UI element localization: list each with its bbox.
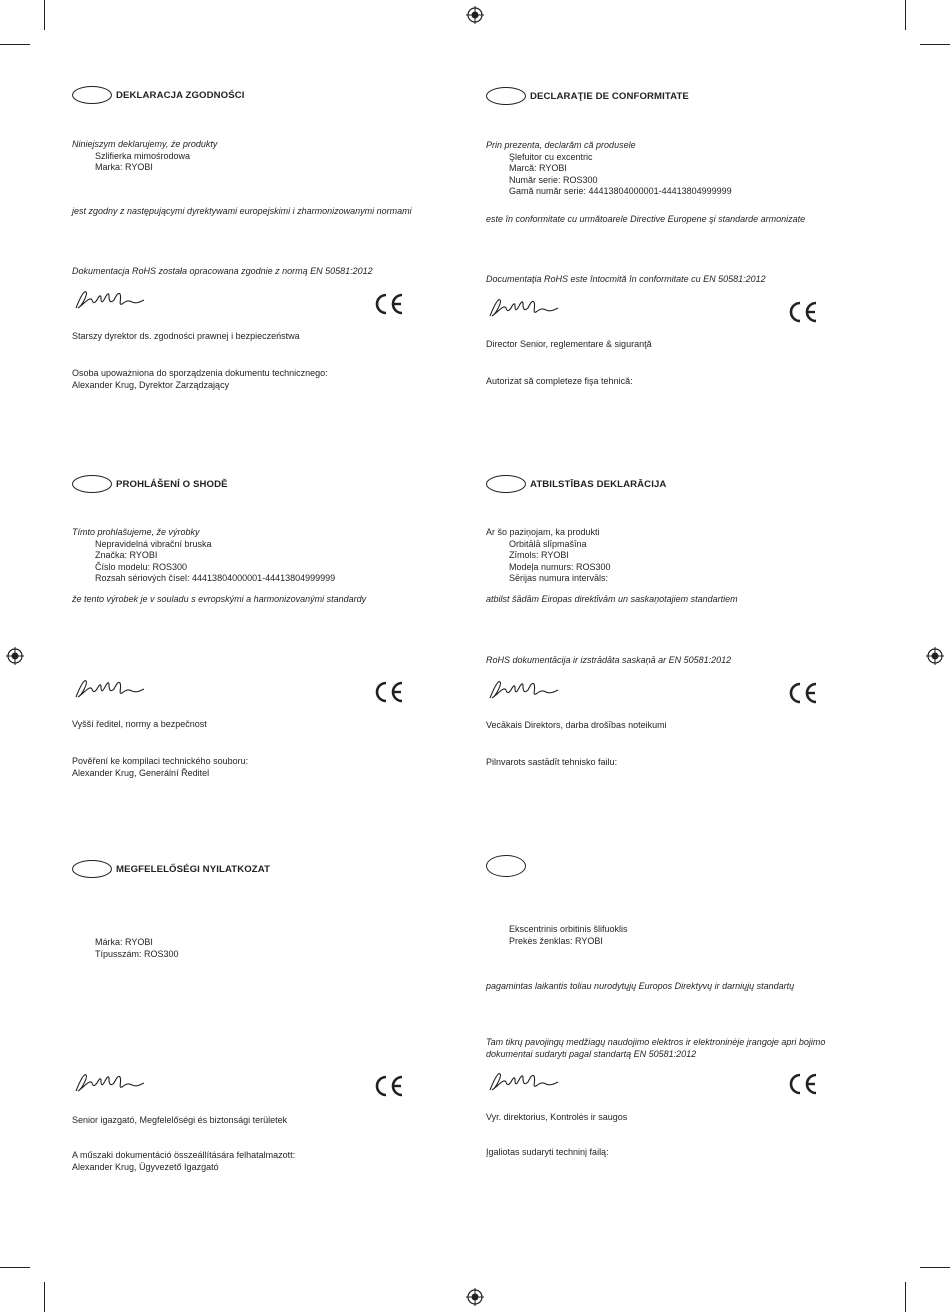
signature-icon xyxy=(486,292,562,322)
language-oval xyxy=(486,87,526,105)
authorized-person xyxy=(486,376,633,388)
declaration-section-pl xyxy=(72,86,492,466)
product-intro: Ar šo paziņojam, ka produkti xyxy=(486,527,600,537)
section-title: ATBILSTĪBAS DEKLARĀCIJA xyxy=(530,479,667,490)
signature-icon xyxy=(72,1067,148,1097)
ce-mark-icon xyxy=(786,300,820,324)
product-brand: Prekės ženklas: RYOBI xyxy=(509,935,603,946)
authorized-person xyxy=(72,1150,295,1173)
signatory-position: Vyr. direktorius, Kontrolės ir saugos xyxy=(486,1112,628,1122)
registration-mark-icon xyxy=(466,1288,484,1306)
rohs-statement: Documentaţia RoHS este întocmită în conformitate cu EN 50581:2012 xyxy=(486,274,766,284)
ce-mark-icon xyxy=(786,1072,820,1096)
product-brand: Značka: RYOBI xyxy=(95,550,158,561)
directive-statement: jest zgodny z następującymi dyrektywami europejskimi i zharmonizowanymi normami xyxy=(72,206,412,216)
product-intro: Prin prezenta, declarăm că produsele xyxy=(486,140,636,150)
product-block xyxy=(72,527,335,585)
rohs-line-1: Tam tikrų pavojingų medžiagų naudojimo elektros ir elektroninėje įrangoje apri bojimo xyxy=(486,1037,826,1047)
language-oval xyxy=(72,860,112,878)
rohs-statement xyxy=(486,1037,825,1060)
product-serial-range: Sērijas numura intervāls: xyxy=(509,573,609,584)
product-block xyxy=(486,527,611,585)
language-oval xyxy=(72,86,112,104)
declaration-section-lv xyxy=(486,475,906,855)
product-brand: Marka: RYOBI xyxy=(95,162,153,173)
product-brand: Márka: RYOBI xyxy=(95,937,153,947)
registration-mark-icon xyxy=(466,6,484,24)
authorized-name: Alexander Krug, Generální Ředitel xyxy=(72,767,210,778)
authorized-label: Pilnvarots sastādīt tehnisko failu: xyxy=(486,757,618,767)
directive-statement: že tento výrobek je v souladu s evropskými a harmonizovanými standardy xyxy=(72,594,367,604)
crop-mark xyxy=(920,44,950,45)
authorized-person xyxy=(486,1147,609,1159)
rohs-line-2: dokumentai sudaryti pagal standartą EN 50581:2012 xyxy=(486,1048,697,1059)
authorized-name: Alexander Krug, Ügyvezető Igazgató xyxy=(72,1161,219,1172)
product-name: Nepravidelná vibrační bruska xyxy=(95,538,212,549)
signatory-position: Starszy dyrektor ds. zgodności prawnej i bezpieczeństwa xyxy=(72,331,300,341)
crop-mark xyxy=(920,1267,950,1268)
authorized-label: Įgaliotas sudaryti techninį failą: xyxy=(486,1147,609,1157)
crop-mark xyxy=(0,44,30,45)
rohs-statement: RoHS dokumentācija ir izstrādāta saskaņā ar EN 50581:2012 xyxy=(486,655,732,665)
declaration-section-ro xyxy=(486,87,906,467)
rohs-statement: Dokumentacja RoHS została opracowana zgodnie z normą EN 50581:2012 xyxy=(72,266,373,276)
product-name: Szlifierka mimośrodowa xyxy=(95,150,191,161)
declaration-section-hu xyxy=(72,860,492,1240)
ce-mark-icon xyxy=(372,292,406,316)
authorized-person xyxy=(486,757,617,769)
product-serial-range: Gamă număr serie: 44413804000001-44413804999999 xyxy=(509,186,732,197)
crop-mark xyxy=(905,0,906,30)
product-name: Ekscentrinis orbitinis šlifuoklis xyxy=(509,924,628,934)
authorized-person xyxy=(72,368,328,391)
crop-mark xyxy=(0,1267,30,1268)
crop-mark xyxy=(44,1282,45,1312)
authorized-label: Pověření ke kompilaci technického souboru: xyxy=(72,756,249,766)
registration-mark-icon xyxy=(6,647,24,665)
product-block xyxy=(486,924,628,947)
signature-icon xyxy=(72,673,148,703)
product-name: Şlefuitor cu excentric xyxy=(509,151,593,162)
product-intro: Tímto prohlašujeme, že výrobky xyxy=(72,527,200,537)
product-block xyxy=(72,937,179,960)
authorized-label: Autorizat să completeze fişa tehnică: xyxy=(486,376,633,386)
signature-icon xyxy=(486,1066,562,1096)
product-block xyxy=(72,139,217,174)
product-model: Modeļa numurs: ROS300 xyxy=(509,561,611,572)
signatory-position: Director Senior, reglementare & siguranţă xyxy=(486,339,652,349)
product-brand: Zīmols: RYOBI xyxy=(509,550,569,561)
ce-mark-icon xyxy=(372,1074,406,1098)
authorized-name: Alexander Krug, Dyrektor Zarządzający xyxy=(72,379,230,390)
crop-mark xyxy=(44,0,45,30)
directive-statement: pagamintas laikantis toliau nurodytųjų Europos Direktyvų ir darniųjų standartų xyxy=(486,981,795,991)
ce-mark-icon xyxy=(372,680,406,704)
product-serial-range: Rozsah sériových čísel: 44413804000001-44413804999999 xyxy=(95,573,336,584)
signatory-position: Vecākais Direktors, darba drošības noteikumi xyxy=(486,720,667,730)
language-oval xyxy=(486,855,526,877)
product-intro: Niniejszym deklarujemy, że produkty xyxy=(72,139,218,149)
section-title: PROHLÁŠENÍ O SHODĚ xyxy=(116,479,228,490)
product-brand: Marcă: RYOBI xyxy=(509,163,567,174)
product-block xyxy=(486,140,732,198)
language-oval xyxy=(72,475,112,493)
authorized-label: A műszaki dokumentáció összeállítására felhatalmazott: xyxy=(72,1150,296,1160)
authorized-label: Osoba upoważniona do sporządzenia dokumentu technicznego: xyxy=(72,368,328,378)
ce-mark-icon xyxy=(786,681,820,705)
signatory-position: Senior igazgató, Megfelelőségi és biztonsági területek xyxy=(72,1115,288,1125)
declaration-section-lt xyxy=(486,855,906,1235)
section-title: DECLARAŢIE DE CONFORMITATE xyxy=(530,91,689,102)
directive-statement: este în conformitate cu următoarele Directive Europene şi standarde armonizate xyxy=(486,214,806,224)
signature-icon xyxy=(72,284,148,314)
product-name: Orbitālā slīpmašīna xyxy=(509,538,587,549)
product-model: Típusszám: ROS300 xyxy=(95,948,179,959)
crop-mark xyxy=(905,1282,906,1312)
language-oval xyxy=(486,475,526,493)
signatory-position: Vyšší ředitel, normy a bezpečnost xyxy=(72,719,207,729)
authorized-person xyxy=(72,756,248,779)
section-title: MEGFELELŐSÉGI NYILATKOZAT xyxy=(116,864,271,875)
directive-statement: atbilst šādām Eiropas direktīvām un saskaņotajiem standartiem xyxy=(486,594,738,604)
registration-mark-icon xyxy=(926,647,944,665)
section-title: DEKLARACJA ZGODNOŚCI xyxy=(116,90,245,101)
product-model: Număr serie: ROS300 xyxy=(509,174,598,185)
declaration-section-cz xyxy=(72,475,492,855)
product-model: Číslo modelu: ROS300 xyxy=(95,561,188,572)
signature-icon xyxy=(486,674,562,704)
